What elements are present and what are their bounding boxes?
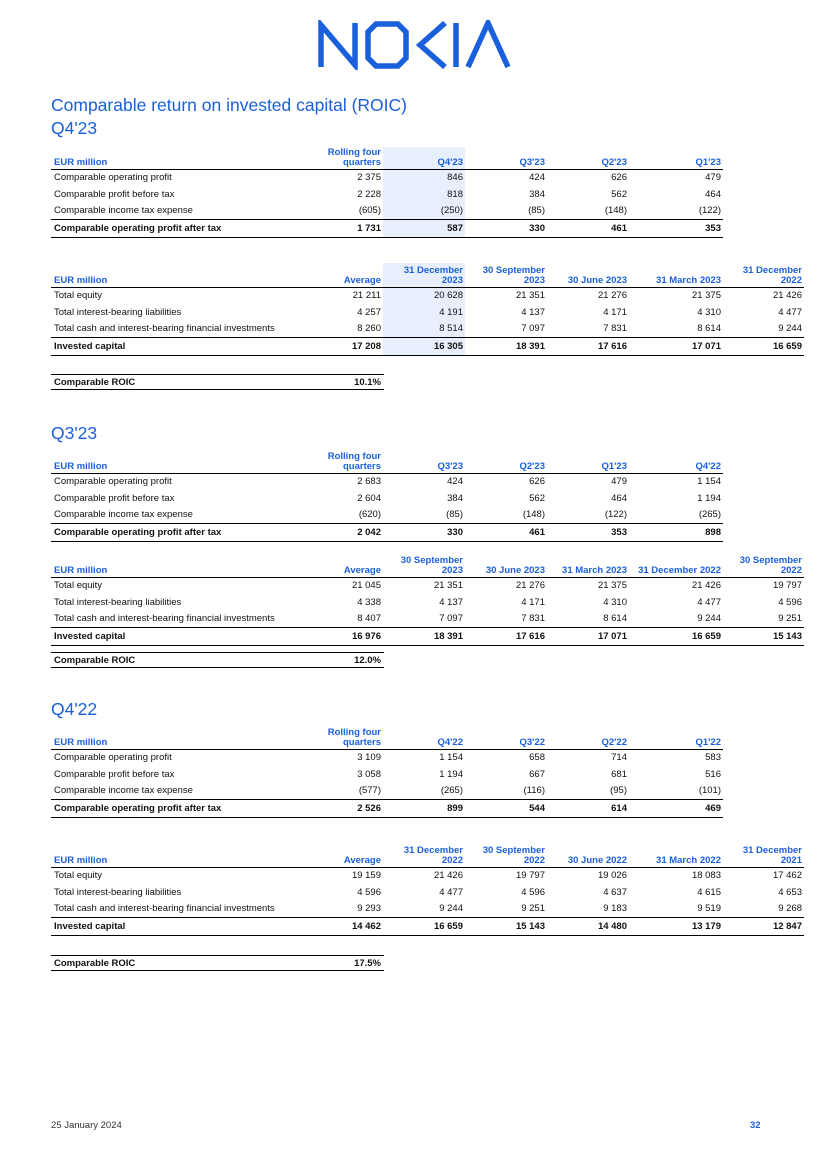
cell: 9 293	[357, 903, 381, 915]
col-header: Average	[313, 263, 383, 287]
cell: 562	[611, 188, 627, 200]
cell: 461	[547, 220, 629, 238]
cell: 626	[529, 476, 545, 488]
cell: 587	[383, 220, 465, 238]
cell: 544	[465, 800, 547, 818]
col-header: Rolling four quarters	[313, 147, 383, 169]
cell: 479	[611, 476, 627, 488]
table-row	[51, 321, 804, 338]
table-row	[51, 287, 804, 304]
table-row	[51, 749, 723, 766]
cell: 21 426	[772, 290, 802, 302]
cell: 21 211	[352, 290, 381, 302]
cell: 2 526	[313, 800, 383, 818]
table-row	[51, 884, 804, 901]
cell: 4 171	[521, 596, 545, 608]
roic-label: Comparable ROIC	[54, 957, 136, 969]
cell: 384	[529, 188, 545, 200]
table-row	[51, 186, 723, 203]
table-row	[51, 473, 723, 490]
cell: (620)	[358, 509, 381, 521]
row-label: Total cash and interest-bearing financial investments	[54, 613, 275, 625]
col-header: 30 June 2022	[547, 843, 629, 867]
cell: 4 477	[778, 306, 802, 318]
col-header: Average	[313, 843, 383, 867]
cell: 21 375	[691, 290, 721, 302]
col-header: 31 December 2023	[383, 263, 465, 287]
cell: 469	[629, 800, 723, 818]
cell: 899	[383, 800, 465, 818]
table-row	[51, 611, 804, 628]
row-label: Comparable operating profit after tax	[51, 220, 313, 238]
cell: (577)	[358, 785, 381, 797]
table-row	[51, 304, 804, 321]
cell: 4 310	[697, 306, 721, 318]
cell: (148)	[604, 205, 627, 217]
row-label: Total interest-bearing liabilities	[54, 596, 182, 608]
cell: 681	[611, 768, 627, 780]
cell: 353	[547, 524, 629, 542]
total-row	[51, 628, 804, 646]
cell: (85)	[446, 509, 463, 521]
cell: 21 426	[433, 870, 463, 882]
cell: 4 137	[439, 596, 463, 608]
col-header: EUR million	[51, 727, 313, 749]
cell: (148)	[522, 509, 545, 521]
table-row	[51, 507, 723, 524]
cell: 4 191	[383, 304, 465, 321]
col-header: EUR million	[51, 553, 313, 577]
cell: 21 045	[351, 580, 381, 592]
cell: 330	[383, 524, 465, 542]
cell: 658	[529, 752, 545, 764]
cell: (122)	[698, 205, 721, 217]
cell: (95)	[610, 785, 627, 797]
footer-date: 25 January 2024	[51, 1120, 122, 1131]
section-heading: Q4'23	[51, 118, 98, 138]
cell: 9 519	[697, 903, 721, 915]
row-label: Comparable operating profit	[54, 172, 172, 184]
cell: 7 831	[603, 323, 627, 335]
table-row	[51, 577, 804, 594]
cell: 17 071	[629, 338, 723, 356]
cell: 1 194	[439, 768, 463, 780]
row-label: Comparable income tax expense	[54, 785, 193, 797]
cell: 17 071	[547, 628, 629, 646]
cell: 667	[529, 768, 545, 780]
cell: 9 244	[778, 323, 802, 335]
col-header: Q3'23	[383, 451, 465, 473]
cell: 424	[529, 172, 545, 184]
cell: 9 268	[778, 903, 802, 915]
row-label: Comparable operating profit	[54, 752, 172, 764]
cell: (116)	[523, 785, 545, 797]
cell: 9 183	[603, 903, 627, 915]
cell: 479	[705, 172, 721, 184]
cell: 17 208	[313, 338, 383, 356]
cell: 16 976	[313, 628, 383, 646]
cell: 20 628	[383, 287, 465, 304]
col-header: 30 September 2023	[465, 263, 547, 287]
col-header: 30 September 2022	[723, 553, 804, 577]
row-label: Comparable operating profit	[54, 476, 172, 488]
cell: 4 596	[778, 596, 802, 608]
row-label: Invested capital	[51, 338, 313, 356]
cell: 18 083	[691, 870, 721, 882]
cell: 1 194	[697, 492, 721, 504]
cell: 21 276	[515, 580, 545, 592]
cell: 19 797	[772, 580, 802, 592]
col-header: Q1'23	[547, 451, 629, 473]
cell: 4 257	[357, 306, 381, 318]
cell: 3 058	[357, 768, 381, 780]
cell: 2 228	[357, 188, 381, 200]
cell: 818	[383, 186, 465, 203]
col-header: 30 September 2022	[465, 843, 547, 867]
cell: 2 683	[357, 476, 381, 488]
cell: 17 616	[465, 628, 547, 646]
row-label: Total cash and interest-bearing financial investments	[54, 903, 275, 915]
section-heading: Q4'22	[51, 699, 98, 719]
cell: 562	[529, 492, 545, 504]
cell: 9 251	[521, 903, 545, 915]
cell: 714	[611, 752, 627, 764]
cell: 4 310	[603, 596, 627, 608]
page-number: 32	[750, 1120, 761, 1131]
col-header: Q4'23	[383, 147, 465, 169]
col-header: 31 December 2021	[723, 843, 804, 867]
col-header: EUR million	[51, 843, 313, 867]
total-row	[51, 338, 804, 356]
roic-value: 10.1%	[354, 376, 381, 388]
col-header: 30 June 2023	[465, 553, 547, 577]
col-header: Q4'22	[383, 727, 465, 749]
cell: 3 109	[357, 752, 381, 764]
cell: (265)	[440, 785, 463, 797]
cell: 9 251	[778, 613, 802, 625]
invested-capital-table	[51, 843, 804, 936]
cell: 16 305	[383, 338, 465, 356]
section-heading: Q3'23	[51, 423, 98, 443]
cell: 19 159	[351, 870, 381, 882]
cell: 846	[383, 169, 465, 186]
cell: 7 097	[521, 323, 545, 335]
profit-table	[51, 147, 723, 238]
table-row	[51, 490, 723, 507]
cell: 583	[705, 752, 721, 764]
roic-value: 17.5%	[354, 957, 381, 969]
table-row	[51, 783, 723, 800]
row-label: Invested capital	[51, 918, 313, 936]
cell: 4 477	[439, 886, 463, 898]
table-row	[51, 169, 723, 186]
roic-label: Comparable ROIC	[54, 376, 136, 388]
cell: (605)	[358, 205, 381, 217]
col-header: Q3'23	[465, 147, 547, 169]
cell: 16 659	[723, 338, 804, 356]
cell: 19 797	[515, 870, 545, 882]
cell: 8 614	[697, 323, 721, 335]
cell: 2 604	[357, 492, 381, 504]
cell: 4 137	[521, 306, 545, 318]
roic-row	[51, 652, 384, 668]
row-label: Comparable profit before tax	[54, 188, 175, 200]
cell: 4 615	[697, 886, 721, 898]
col-header: Q4'22	[629, 451, 723, 473]
cell: 21 351	[433, 580, 463, 592]
cell: 15 143	[465, 918, 547, 936]
cell: (85)	[528, 205, 545, 217]
table-row	[51, 594, 804, 611]
col-header: 30 June 2023	[547, 263, 629, 287]
cell: (250)	[383, 203, 465, 220]
cell: 898	[629, 524, 723, 542]
cell: 16 659	[383, 918, 465, 936]
col-header: Rolling four quarters	[313, 727, 383, 749]
row-label: Total interest-bearing liabilities	[54, 306, 182, 318]
table-row	[51, 203, 723, 220]
col-header: EUR million	[51, 147, 313, 169]
cell: 18 391	[383, 628, 465, 646]
table-row	[51, 867, 804, 884]
row-label: Total equity	[54, 580, 103, 592]
total-row	[51, 220, 723, 238]
col-header: 31 March 2023	[547, 553, 629, 577]
col-header: Q2'22	[547, 727, 629, 749]
cell: 21 351	[515, 290, 545, 302]
col-header: Q1'23	[629, 147, 723, 169]
row-label: Comparable income tax expense	[54, 509, 193, 521]
cell: 461	[465, 524, 547, 542]
row-label: Total equity	[54, 290, 103, 302]
cell: 17 462	[772, 870, 802, 882]
col-header: 31 December 2022	[723, 263, 804, 287]
cell: 2 042	[313, 524, 383, 542]
cell: (101)	[698, 785, 721, 797]
cell: 4 171	[603, 306, 627, 318]
roic-row	[51, 374, 384, 390]
profit-table	[51, 451, 723, 542]
row-label: Comparable operating profit after tax	[51, 524, 313, 542]
cell: 12 847	[723, 918, 804, 936]
row-label: Comparable operating profit after tax	[51, 800, 313, 818]
row-label: Total cash and interest-bearing financial investments	[54, 323, 275, 335]
col-header: Q1'22	[629, 727, 723, 749]
cell: 8 514	[383, 321, 465, 338]
cell: 4 596	[357, 886, 381, 898]
col-header: Q2'23	[465, 451, 547, 473]
cell: 16 659	[629, 628, 723, 646]
col-header: 31 December 2022	[629, 553, 723, 577]
cell: 19 026	[597, 870, 627, 882]
col-header: 31 March 2023	[629, 263, 723, 287]
profit-table	[51, 727, 723, 818]
total-row	[51, 800, 723, 818]
row-label: Comparable income tax expense	[54, 205, 193, 217]
cell: 516	[705, 768, 721, 780]
cell: 4 653	[778, 886, 802, 898]
cell: 4 477	[697, 596, 721, 608]
roic-label: Comparable ROIC	[54, 654, 136, 666]
page-title: Comparable return on invested capital (ROIC)	[51, 95, 407, 115]
cell: 15 143	[723, 628, 804, 646]
cell: 8 260	[357, 323, 381, 335]
cell: 4 637	[603, 886, 627, 898]
cell: 18 391	[465, 338, 547, 356]
cell: 4 338	[357, 596, 381, 608]
cell: 21 276	[597, 290, 627, 302]
row-label: Comparable profit before tax	[54, 492, 175, 504]
cell: 14 480	[547, 918, 629, 936]
cell: 8 407	[357, 613, 381, 625]
cell: 626	[611, 172, 627, 184]
cell: 2 375	[357, 172, 381, 184]
cell: 424	[447, 476, 463, 488]
cell: 7 097	[439, 613, 463, 625]
col-header: 30 September 2023	[383, 553, 465, 577]
cell: (265)	[698, 509, 721, 521]
nokia-logo	[318, 20, 514, 70]
cell: 14 462	[313, 918, 383, 936]
row-label: Total interest-bearing liabilities	[54, 886, 182, 898]
col-header: EUR million	[51, 451, 313, 473]
cell: 464	[705, 188, 721, 200]
invested-capital-table	[51, 263, 804, 356]
table-row	[51, 901, 804, 918]
cell: 17 616	[547, 338, 629, 356]
total-row	[51, 918, 804, 936]
cell: (122)	[604, 509, 627, 521]
row-label: Invested capital	[51, 628, 313, 646]
cell: 8 614	[603, 613, 627, 625]
roic-value: 12.0%	[354, 654, 381, 666]
row-label: Comparable profit before tax	[54, 768, 175, 780]
cell: 21 375	[597, 580, 627, 592]
invested-capital-table	[51, 553, 804, 646]
col-header: 31 March 2022	[629, 843, 723, 867]
cell: 7 831	[521, 613, 545, 625]
cell: 1 731	[313, 220, 383, 238]
cell: 1 154	[439, 752, 463, 764]
col-header: Q2'23	[547, 147, 629, 169]
table-row	[51, 766, 723, 783]
col-header: Q3'22	[465, 727, 547, 749]
cell: 21 426	[691, 580, 721, 592]
col-header: 31 December 2022	[383, 843, 465, 867]
col-header: Rolling four quarters	[313, 451, 383, 473]
cell: 1 154	[697, 476, 721, 488]
col-header: EUR million	[51, 263, 313, 287]
cell: 9 244	[697, 613, 721, 625]
total-row	[51, 524, 723, 542]
cell: 9 244	[439, 903, 463, 915]
cell: 4 596	[521, 886, 545, 898]
cell: 330	[465, 220, 547, 238]
row-label: Total equity	[54, 870, 103, 882]
cell: 13 179	[629, 918, 723, 936]
cell: 384	[447, 492, 463, 504]
cell: 464	[611, 492, 627, 504]
roic-row	[51, 955, 384, 971]
cell: 353	[629, 220, 723, 238]
col-header: Average	[313, 553, 383, 577]
cell: 614	[547, 800, 629, 818]
